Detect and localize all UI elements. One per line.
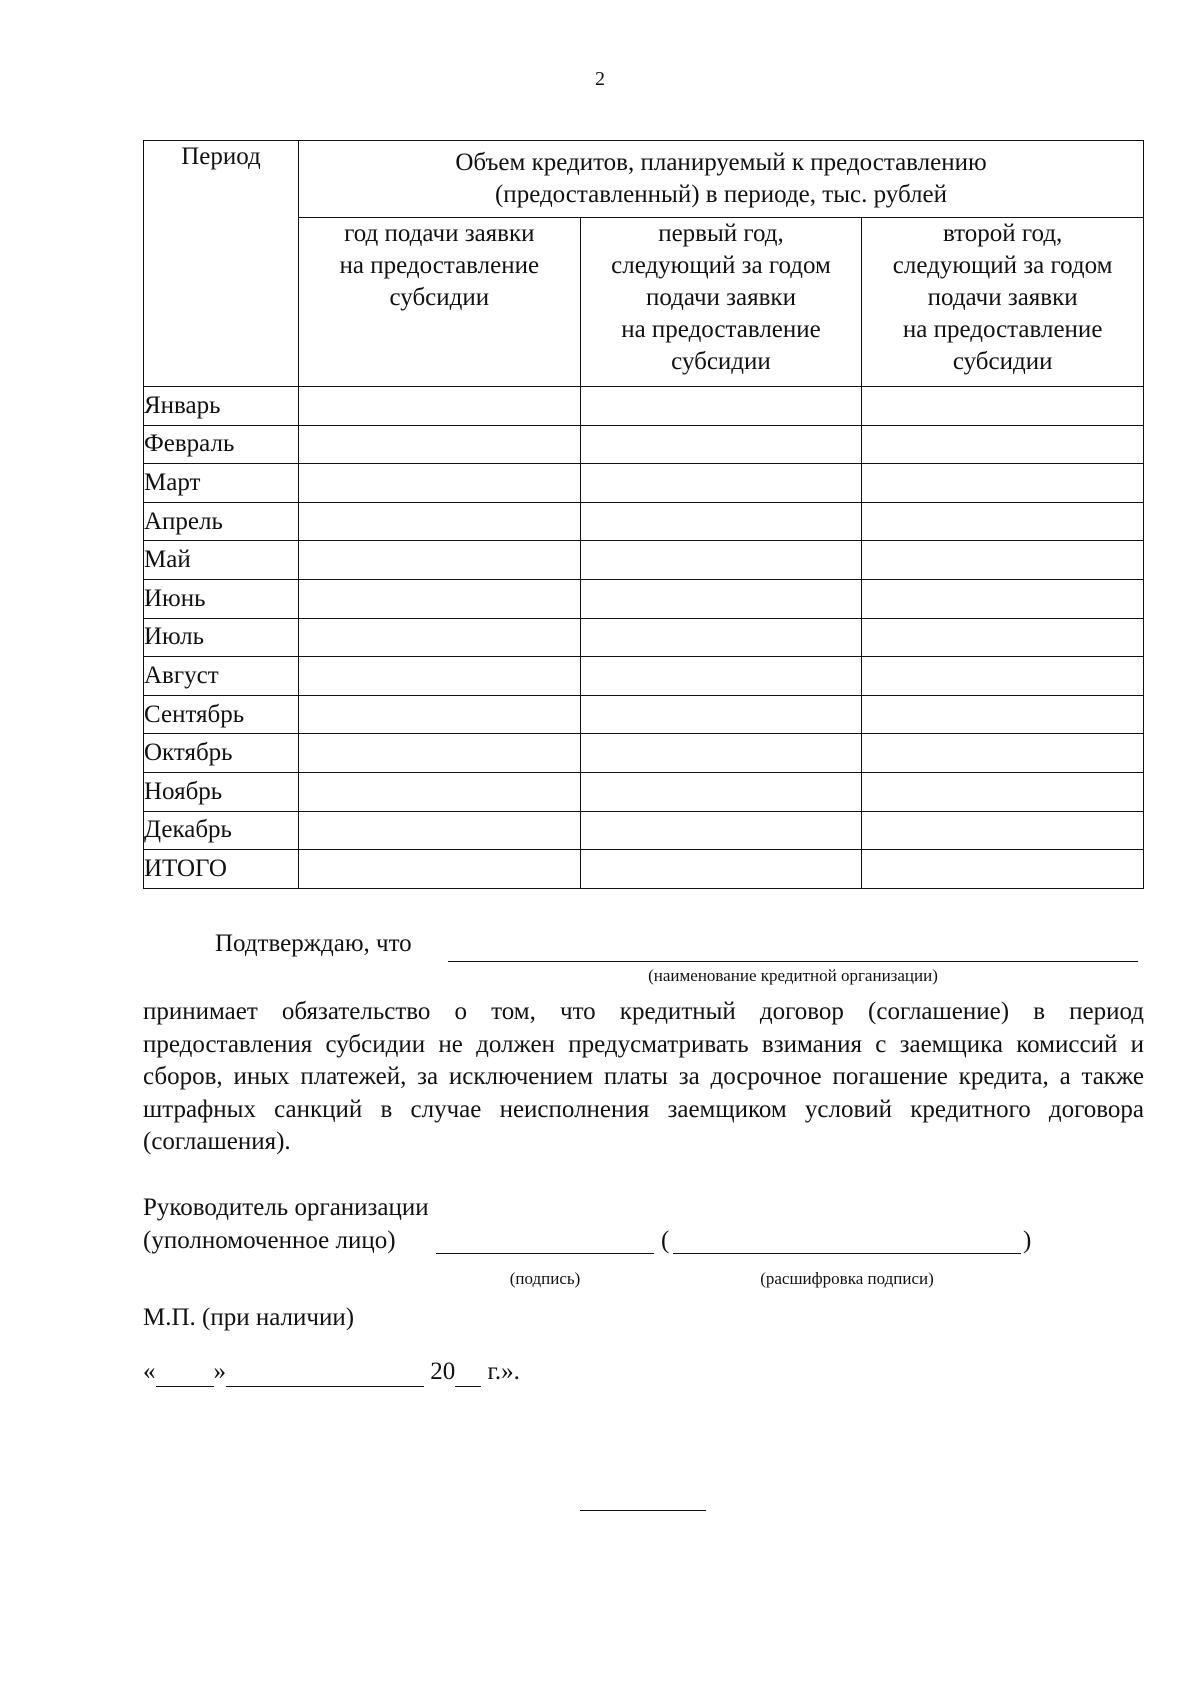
volume-cell[interactable]	[862, 734, 1144, 773]
table-row	[144, 850, 1144, 889]
volume-cell[interactable]	[580, 425, 862, 464]
organization-name-field[interactable]	[448, 961, 1138, 962]
date-month-field[interactable]	[226, 1358, 424, 1387]
table-row	[144, 811, 1144, 850]
table-row	[144, 657, 1144, 696]
date-open-quote: «	[143, 1358, 156, 1385]
volume-cell[interactable]	[862, 850, 1144, 889]
document-end-rule	[580, 1510, 706, 1511]
period-label: Март	[144, 464, 299, 503]
table-row	[144, 695, 1144, 734]
column-header-line: подачи заявки	[927, 284, 1078, 311]
volume-cell[interactable]	[580, 695, 862, 734]
volume-group-header	[299, 141, 1144, 218]
seal-note: М.П. (при наличии)	[143, 1304, 355, 1331]
volume-cell[interactable]	[299, 502, 581, 541]
volume-cell[interactable]	[580, 387, 862, 426]
column-header-line: следующий за годом	[892, 252, 1113, 279]
volume-cell[interactable]	[299, 464, 581, 503]
decoding-open-paren: (	[661, 1227, 670, 1254]
organization-name-caption: (наименование кредитной организации)	[648, 966, 938, 985]
period-label: Декабрь	[144, 811, 299, 850]
period-label: Октябрь	[144, 734, 299, 773]
table-row	[144, 618, 1144, 657]
volume-cell[interactable]	[299, 811, 581, 850]
volume-cell[interactable]	[580, 850, 862, 889]
period-label: Сентябрь	[144, 695, 299, 734]
volume-cell[interactable]	[862, 541, 1144, 580]
column-header-line: на предоставление	[902, 316, 1103, 343]
volume-cell[interactable]	[580, 811, 862, 850]
date-line	[143, 1358, 520, 1387]
period-column-header: Период	[144, 141, 299, 387]
column-header-line: следующий за годом	[611, 252, 831, 279]
signature-field[interactable]	[436, 1253, 654, 1254]
column-header-2	[580, 218, 862, 387]
volume-cell[interactable]	[580, 657, 862, 696]
volume-cell[interactable]	[580, 734, 862, 773]
signer-title-line1: Руководитель организации	[143, 1194, 429, 1221]
volume-cell[interactable]	[862, 502, 1144, 541]
volume-cell[interactable]	[299, 541, 581, 580]
date-close-quote: »	[213, 1358, 226, 1385]
period-label: Апрель	[144, 502, 299, 541]
volume-cell[interactable]	[862, 695, 1144, 734]
volume-group-header-line1: Объем кредитов, планируемый к предоставлению	[455, 149, 987, 176]
table-row	[144, 772, 1144, 811]
column-header-line: второй год,	[943, 220, 1063, 247]
decoding-close-paren: )	[1023, 1227, 1032, 1254]
date-day-field[interactable]	[156, 1358, 214, 1387]
date-year-field[interactable]	[455, 1358, 481, 1387]
volume-cell[interactable]	[862, 464, 1144, 503]
volume-cell[interactable]	[299, 657, 581, 696]
column-header-line: субсидии	[389, 284, 490, 311]
volume-cell[interactable]	[299, 425, 581, 464]
period-label: Январь	[144, 387, 299, 426]
period-label: ИТОГО	[144, 850, 299, 889]
column-header-line: субсидии	[671, 348, 771, 375]
table-row	[144, 425, 1144, 464]
column-header-1	[299, 218, 581, 387]
column-header-line: год подачи заявки	[344, 220, 535, 247]
volume-cell[interactable]	[580, 464, 862, 503]
volume-cell[interactable]	[580, 772, 862, 811]
table-row	[144, 464, 1144, 503]
signature-decoding-field[interactable]	[673, 1253, 1021, 1254]
column-header-line: на предоставление	[339, 252, 540, 279]
column-header-line: на предоставление	[621, 316, 821, 343]
signer-title-line2: (уполномоченное лицо)	[143, 1227, 396, 1254]
volume-cell[interactable]	[862, 425, 1144, 464]
signer-line2-row	[143, 1224, 1144, 1257]
volume-cell[interactable]	[580, 541, 862, 580]
volume-cell[interactable]	[862, 657, 1144, 696]
period-label: Август	[144, 657, 299, 696]
column-header-3	[862, 218, 1144, 387]
volume-cell[interactable]	[580, 618, 862, 657]
confirmation-label: Подтверждаю, что	[215, 930, 412, 957]
signature-caption: (подпись)	[509, 1269, 581, 1288]
period-label: Июнь	[144, 579, 299, 618]
signature-block	[143, 1191, 1144, 1288]
volume-cell[interactable]	[580, 502, 862, 541]
column-header-line: подачи заявки	[645, 284, 796, 311]
volume-cell[interactable]	[299, 618, 581, 657]
column-header-line: первый год,	[658, 220, 784, 247]
table-row	[144, 541, 1144, 580]
volume-group-header-line2: (предоставленный) в периоде, тыс. рублей	[494, 181, 947, 208]
volume-cell[interactable]	[299, 695, 581, 734]
period-label: Июль	[144, 618, 299, 657]
volume-cell[interactable]	[862, 618, 1144, 657]
column-header-line: субсидии	[952, 348, 1053, 375]
period-label: Май	[144, 541, 299, 580]
volume-cell[interactable]	[299, 579, 581, 618]
volume-cell[interactable]	[580, 579, 862, 618]
date-suffix: г.».	[487, 1358, 520, 1385]
page-number: 2	[595, 68, 605, 90]
volume-cell[interactable]	[299, 850, 581, 889]
table-row	[144, 579, 1144, 618]
period-label: Ноябрь	[144, 772, 299, 811]
obligation-paragraph: принимает обязательство о том, что кредитный договор (соглашение) в период предоставления субсидии не должен предусматривать взимания с заемщика комиссий и сборов, иных платежей, за исключением платы за досрочное погашение кредита, а также штрафных санкций в случае неисполнения заемщиком условий кредитного договора (соглашения).	[143, 998, 1144, 1155]
table-row	[144, 502, 1144, 541]
volume-cell[interactable]	[862, 811, 1144, 850]
volume-cell[interactable]	[299, 772, 581, 811]
volume-cell[interactable]	[299, 387, 581, 426]
date-year-prefix: 20	[430, 1358, 456, 1385]
volume-cell[interactable]	[862, 772, 1144, 811]
volume-cell[interactable]	[299, 734, 581, 773]
table-row	[144, 387, 1144, 426]
credit-volume-table	[143, 140, 1144, 889]
volume-cell[interactable]	[862, 387, 1144, 426]
period-label: Февраль	[144, 425, 299, 464]
decoding-caption: (расшифровка подписи)	[760, 1269, 934, 1288]
table-row	[144, 734, 1144, 773]
volume-cell[interactable]	[862, 579, 1144, 618]
